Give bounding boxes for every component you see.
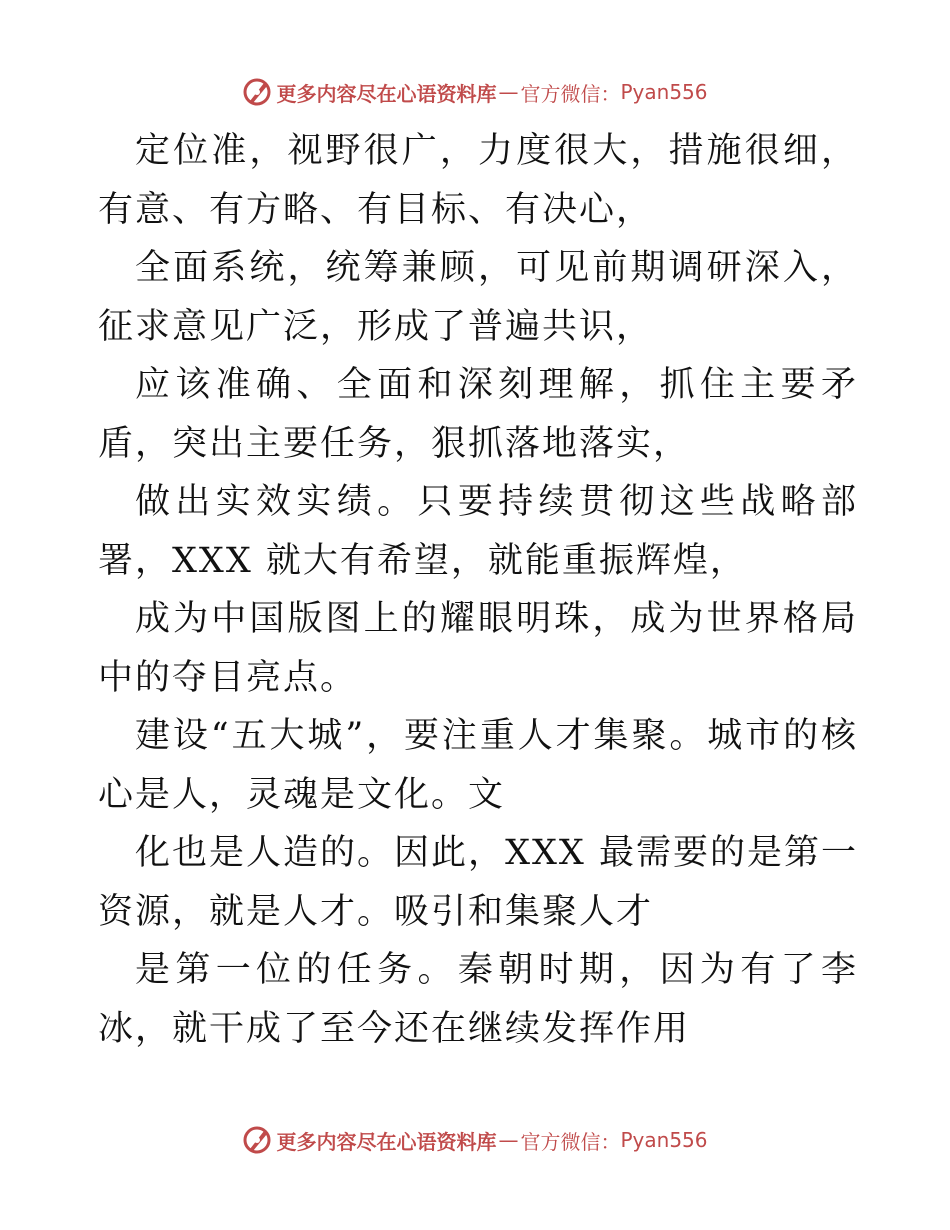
paragraph: 是第一位的任务。秦朝时期，因为有了李冰，就干成了至今还在继续发挥作用 bbox=[98, 950, 858, 1049]
paragraph: 化也是人造的。因此，XXX 最需要的是第一资源，就是人才。吸引和集聚人才 bbox=[98, 833, 858, 932]
watermark-footer bbox=[0, 1120, 950, 1160]
paragraph: 建设“五大城”，要注重人才集聚。城市的核心是人，灵魂是文化。文 bbox=[98, 716, 858, 815]
watermark-header bbox=[0, 72, 950, 112]
paragraph: 应该准确、全面和深刻理解，抓住主要矛盾，突出主要任务，狠抓落地落实， bbox=[98, 365, 858, 464]
paragraph: 成为中国版图上的耀眼明珠，成为世界格局中的夺目亮点。 bbox=[98, 599, 858, 698]
watermark-main-text: 更多内容尽在心语资料库 bbox=[276, 81, 497, 106]
document-body bbox=[98, 122, 858, 1058]
paragraph: 全面系统，统筹兼顾，可见前期调研深入，征求意见广泛，形成了普遍共识， bbox=[98, 248, 858, 347]
pen-logo-icon bbox=[242, 77, 272, 107]
watermark-wechat-id: Pyan556 bbox=[620, 1128, 708, 1152]
watermark-wechat-label: 官方微信： bbox=[520, 1129, 621, 1154]
pen-logo-icon bbox=[242, 1125, 272, 1155]
watermark-wechat-label: 官方微信： bbox=[520, 81, 621, 106]
watermark-main-text: 更多内容尽在心语资料库 bbox=[276, 1129, 497, 1154]
paragraph: 做出实效实绩。只要持续贯彻这些战略部署，XXX 就大有希望，就能重振辉煌， bbox=[98, 482, 858, 581]
watermark-wechat-id: Pyan556 bbox=[620, 80, 708, 104]
paragraph: 定位准，视野很广，力度很大，措施很细，有意、有方略、有目标、有决心， bbox=[98, 131, 858, 230]
watermark-dash: — bbox=[498, 1128, 519, 1152]
watermark-dash: — bbox=[498, 80, 519, 104]
